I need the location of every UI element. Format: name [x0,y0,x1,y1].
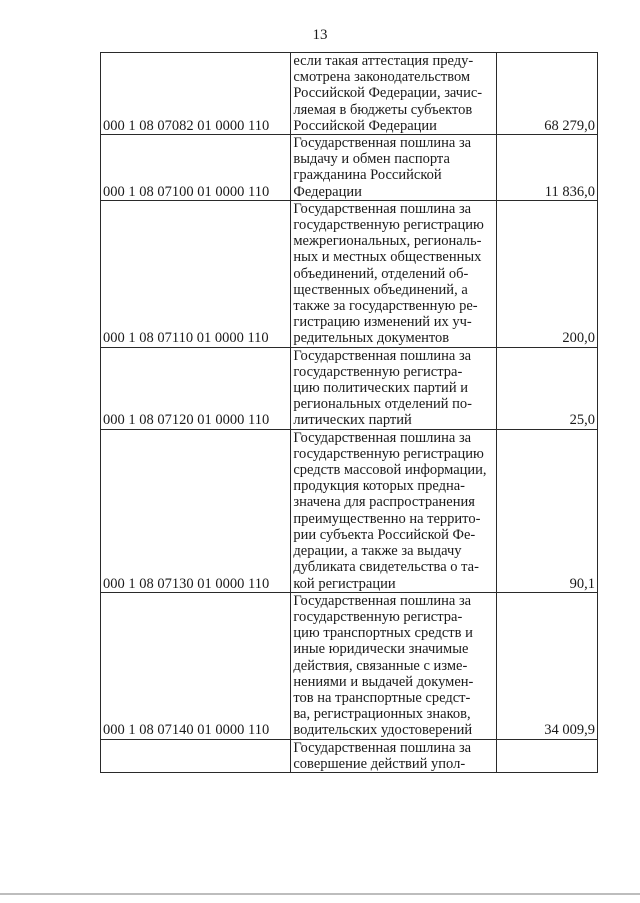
table-row [101,200,598,347]
amount-cell: 11 836,0 [496,135,597,201]
table-row [101,53,598,135]
revenue-name-cell: Государственная пошлина за государственную регистра- цию политических партий и региональных отделений по- литических партий [291,347,496,429]
amount-cell: 68 279,0 [496,53,597,135]
budget-code-cell: 000 1 08 07110 01 0000 110 [101,200,291,347]
revenue-name-cell: Государственная пошлина за государственную регистра- цию транспортных средств и иные юридически значимые действия, связанные с изме- нениями и выдачей докумен- тов на транспортные средст- ва, регистрационных знаков, водительских удостоверений [291,592,496,739]
budget-code-cell: 000 1 08 07100 01 0000 110 [101,135,291,201]
scan-edge-line [0,893,640,895]
revenue-name-cell: если такая аттестация преду- смотрена законодательством Российской Федерации, зачис- ляемая в бюджеты субъектов Российской Федерации [291,53,496,135]
table-row [101,135,598,201]
amount-cell: 25,0 [496,347,597,429]
revenue-name-cell: Государственная пошлина за государственную регистрацию межрегиональных, региональ- ных и местных общественных объединений, отделений об- щественных объединений, а также за государственную ре- гистрацию изменений их уч- редительных документов [291,200,496,347]
revenue-name-cell: Государственная пошлина за государственную регистрацию средств массовой информации, продукция которых предна- значена для распространения преимущественно на террито- рии субъекта Российской Фе- дерации, а также за выдачу дубликата свидетельства о та- кой регистрации [291,429,496,592]
page-number: 13 [312,27,328,43]
table-row [101,739,598,772]
budget-code-cell [101,739,291,772]
table-row [101,592,598,739]
budget-code-cell: 000 1 08 07140 01 0000 110 [101,592,291,739]
revenue-table [100,52,598,773]
table-row [101,429,598,592]
budget-code-cell: 000 1 08 07130 01 0000 110 [101,429,291,592]
amount-cell [496,739,597,772]
amount-cell: 90,1 [496,429,597,592]
amount-cell: 200,0 [496,200,597,347]
revenue-name-cell: Государственная пошлина за совершение действий упол- [291,739,496,772]
revenue-name-cell: Государственная пошлина за выдачу и обмен паспорта гражданина Российской Федерации [291,135,496,201]
budget-code-cell: 000 1 08 07082 01 0000 110 [101,53,291,135]
amount-cell: 34 009,9 [496,592,597,739]
table-row [101,347,598,429]
budget-code-cell: 000 1 08 07120 01 0000 110 [101,347,291,429]
